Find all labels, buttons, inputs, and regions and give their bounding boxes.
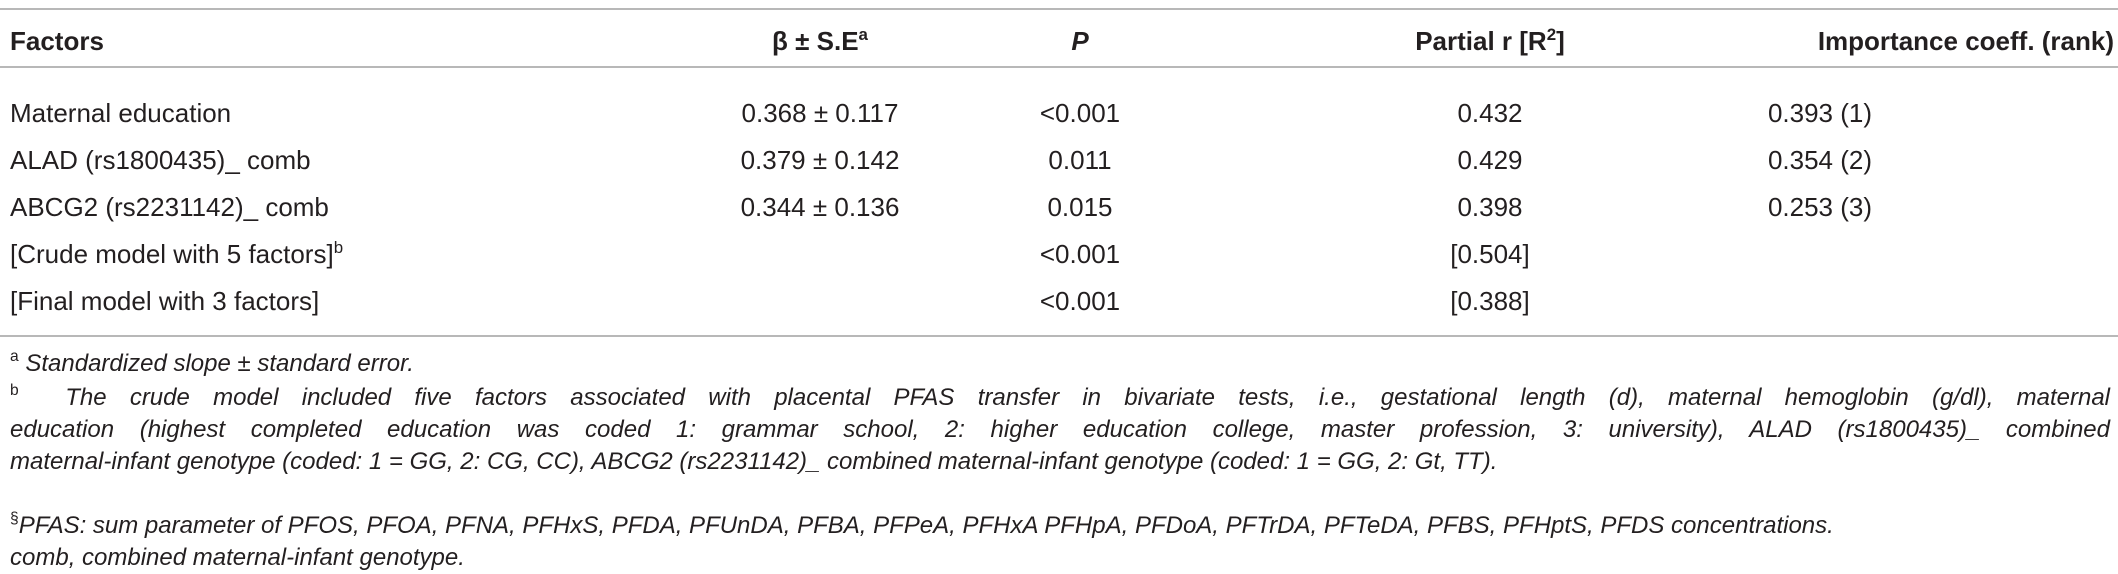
table-row-1-factor: Maternal education (10, 98, 232, 128)
header-factors: Factors (10, 26, 104, 56)
footnote-pfas (10, 510, 2110, 574)
footnote-b (10, 382, 2110, 478)
table-row-2-partial-r: 0.429 (1457, 145, 1523, 175)
table-row-4-partial-r: [0.504] (1450, 239, 1530, 269)
table-row-3-importance: 0.253 (3) (1767, 192, 1873, 222)
table-row-1-importance: 0.393 (1) (1767, 98, 1873, 128)
table-row-3-p: 0.015 (1047, 192, 1113, 222)
table-row-4-p: <0.001 (1039, 239, 1121, 269)
table-row-4-factor-text: [Crude model with 5 factors] (10, 239, 334, 269)
footnote-b-line-2: education (highest completed education was coded 1: grammar school, 2: higher education college, master profession, 3: university), ALAD (rs1800435)_ combined (10, 416, 2110, 443)
header-importance: Importance coeff. (rank) (1817, 26, 2114, 56)
table-row-2-importance: 0.354 (2) (1767, 145, 1873, 175)
header-partial-r-text: Partial r [R (1415, 26, 1547, 56)
table-row-5-p: <0.001 (1039, 286, 1121, 316)
table-row-3-partial-r: 0.398 (1457, 192, 1523, 222)
footnote-pfas-line-1-text: PFAS: sum parameter of PFOS, PFOA, PFNA, PFHxS, PFDA, PFUnDA, PFBA, PFPeA, PFHxA PFHpA, PFDoA, PFTrDA, PFTeDA, PFBS, PFHptS, PFDS concentrations. (18, 512, 1834, 539)
header-partial-r (1290, 24, 1690, 56)
table-row-5-partial-r: [0.388] (1450, 286, 1530, 316)
table-row-2-beta: 0.379 ± 0.142 (740, 145, 900, 175)
footnote-b-line-1 (10, 382, 2110, 414)
table-row-1-beta: 0.368 ± 0.117 (741, 98, 899, 128)
footnote-pfas-mark: § (10, 510, 19, 528)
table-row-1-p: <0.001 (1039, 98, 1121, 128)
table-bottom-rule (0, 335, 2118, 337)
header-beta-text: β ± S.E (772, 26, 859, 56)
footnote-pfas-line-2: comb, combined maternal-infant genotype. (10, 544, 465, 571)
table-header-rule (0, 66, 2118, 68)
footnote-b-line-3: maternal-infant genotype (coded: 1 = GG, 2: CG, CC), ABCG2 (rs2231142)_ combined maternal-infant genotype (coded: 1 = GG, 2: Gt, TT). (10, 448, 1498, 475)
header-beta-sup: a (858, 24, 868, 44)
table-row-4-factor (10, 237, 344, 269)
footnote-a-text: Standardized slope ± standard error. (25, 350, 414, 377)
footnote-a-mark: a (10, 348, 19, 366)
table-row-1-partial-r: 0.432 (1457, 98, 1523, 128)
table-row-3-factor: ABCG2 (rs2231142)_ comb (10, 192, 329, 222)
table-row-3-beta: 0.344 ± 0.136 (740, 192, 900, 222)
table-row-5-factor: [Final model with 3 factors] (10, 286, 320, 316)
footnote-b-line-1-text: The crude model included five factors associated with placental PFAS transfer in bivariate tests, i.e., gestational length (d), maternal hemoglobin (g/dl), maternal (65, 384, 2110, 411)
table-row-2-p: 0.011 (1048, 145, 1112, 175)
header-partial-r-sup: 2 (1546, 24, 1557, 44)
footnote-a (10, 348, 414, 380)
header-partial-r-close: ] (1556, 26, 1565, 56)
table-row-2-factor: ALAD (rs1800435)_ comb (10, 145, 311, 175)
table-row-4-factor-sup: b (333, 237, 344, 257)
header-p: P (1071, 26, 1089, 56)
table-top-rule (0, 8, 2118, 10)
footnote-b-mark: b (10, 382, 19, 400)
footnote-pfas-line-1 (10, 510, 2110, 542)
